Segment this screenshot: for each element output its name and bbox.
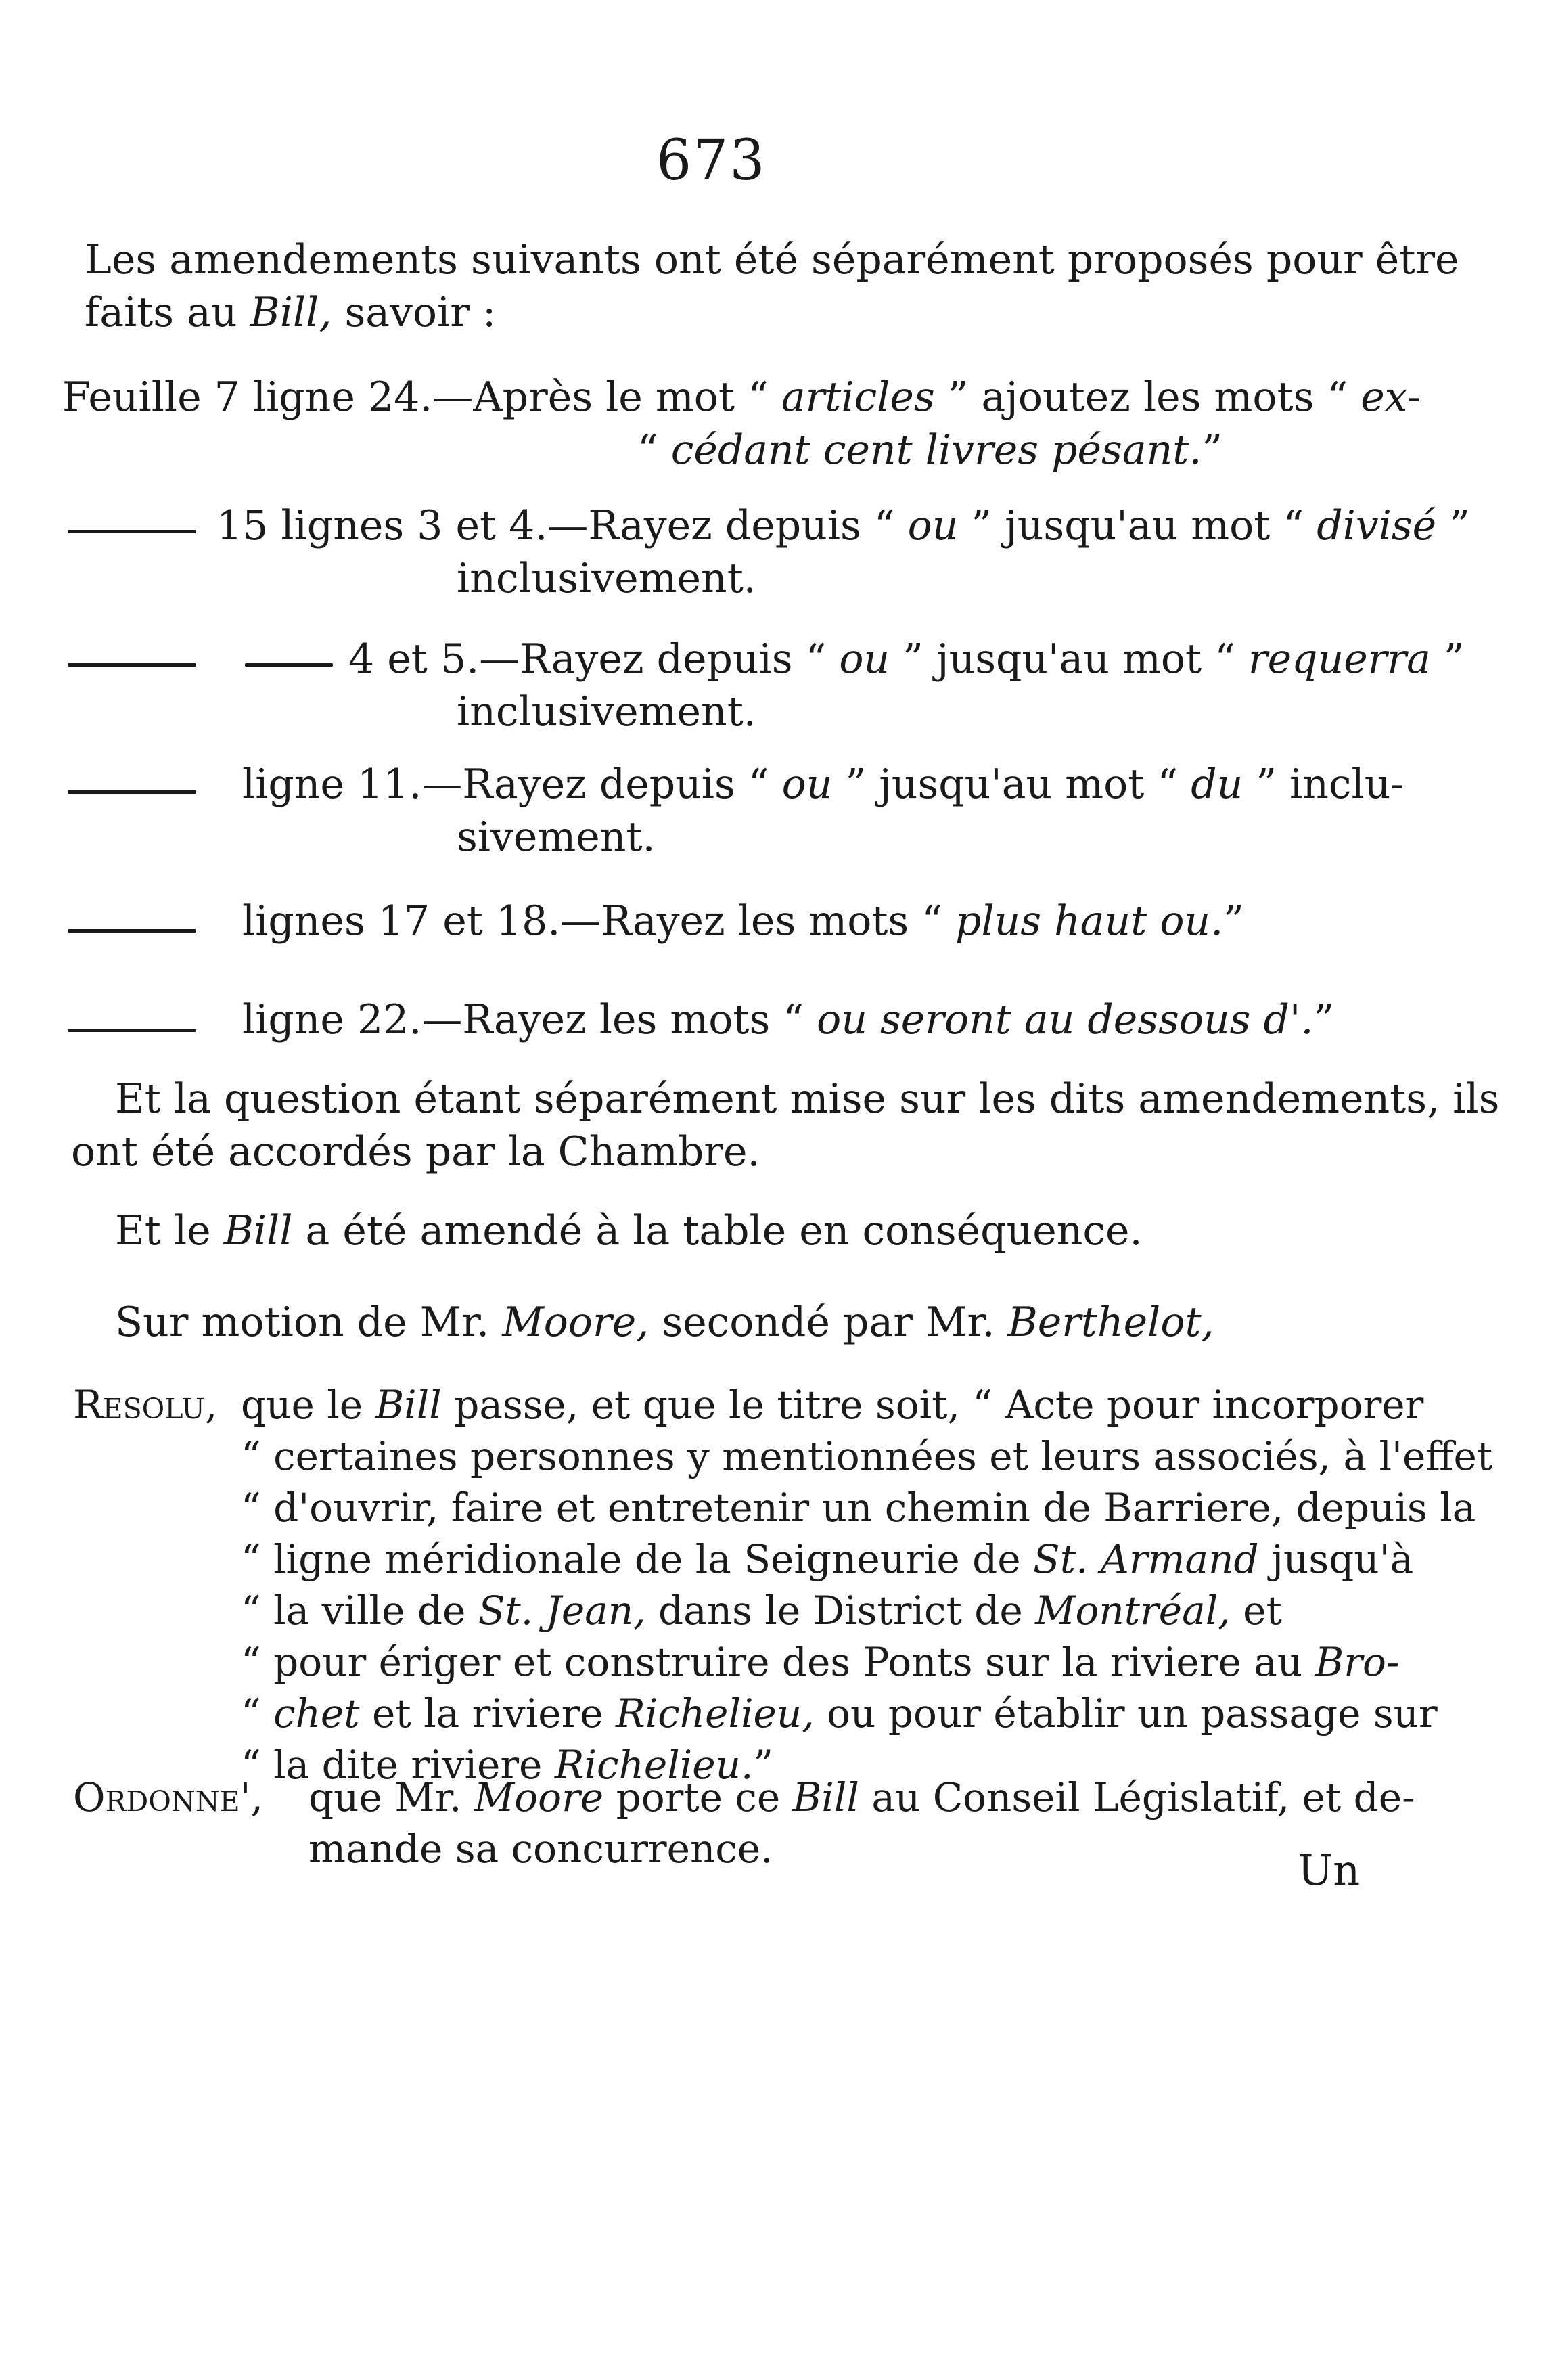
amendment-ligne-11 (242, 758, 1404, 863)
resolu-line-3: “ d'ouvrir, faire et entretenir un chemin de Barriere, depuis la (241, 1485, 1476, 1531)
amendment-ligne-22 (242, 993, 1334, 1046)
amendment-15-lignes (216, 499, 1470, 605)
resolu-line-4: “ ligne méridionale de la Seigneurie de St. Armand jusqu'à (241, 1536, 1414, 1582)
amendment-6-line-1: ligne 22.—Rayez les mots “ ou seront au dessous d'.” (242, 996, 1335, 1043)
motion-line: Sur motion de Mr. Moore, secondé par Mr. Berthelot, (115, 1299, 1214, 1346)
intro-line-1: Les amendements suivants ont été séparément proposés pour être (85, 236, 1459, 284)
amendment-4-et-5 (348, 633, 1465, 738)
ordonne-paragraph (73, 1772, 1415, 1874)
ordonne-word: Ordonne', (73, 1774, 263, 1820)
amendment-2-line-2: inclusivement. (457, 555, 756, 602)
question-paragraph (71, 1073, 1500, 1178)
catchword: Un (1298, 1845, 1361, 1895)
resolu-line-1: Resolu, que le Bill passe, et que le titre soit, “ Acte pour incorporer (73, 1379, 1492, 1431)
amendment-5-line-1: lignes 17 et 18.—Rayez les mots “ plus haut ou.” (242, 897, 1244, 945)
bill-amended-line: Et le Bill a été amendé à la table en conséquence. (115, 1207, 1143, 1255)
ditto-dash (68, 663, 196, 667)
resolu-word: Resolu, (73, 1382, 218, 1428)
ditto-dash (68, 790, 196, 794)
amendment-1-line-2: “ cédant cent livres pésant.” (637, 426, 1223, 474)
resolu-line-5: “ la ville de St. Jean, dans le District de Montréal, et (241, 1588, 1282, 1634)
intro-line-2: faits au Bill, savoir : (85, 289, 497, 336)
resolu-line-7: “ chet et la riviere Richelieu, ou pour établir un passage sur (241, 1690, 1438, 1736)
bill-amended-paragraph (115, 1205, 1143, 1257)
ditto-dash (68, 929, 196, 933)
question-line-1: Et la question étant séparément mise sur les dits amendements, ils (115, 1075, 1500, 1123)
ditto-dash (245, 663, 333, 667)
page-number: 673 (656, 129, 767, 193)
motion-paragraph (115, 1296, 1214, 1349)
amendment-4-line-2: sivement. (457, 813, 656, 861)
amendment-lignes-17-18 (242, 895, 1244, 947)
amendment-feuille-7 (62, 371, 1421, 476)
ordonne-line-1: Ordonne', que Mr. Moore porte ce Bill au Conseil Législatif, et de- (73, 1772, 1415, 1823)
amendment-3-line-2: inclusivement. (457, 688, 756, 736)
question-line-2: ont été accordés par la Chambre. (71, 1128, 760, 1175)
amendment-2-line-1: 15 lignes 3 et 4.—Rayez depuis “ ou ” jusqu'au mot “ divisé ” (216, 502, 1470, 549)
resolu-paragraph (73, 1379, 1492, 1791)
resolu-line-8: “ la dite riviere Richelieu.” (241, 1742, 774, 1788)
ordonne-line-2: mande sa concurrence. (308, 1826, 773, 1872)
amendment-1-line-1: Feuille 7 ligne 24.—Après le mot “ articles ” ajoutez les mots “ ex- (62, 374, 1421, 421)
ditto-dash (68, 1029, 196, 1032)
ditto-dash (68, 530, 196, 533)
resolu-line-6: “ pour ériger et construire des Ponts sur la riviere au Bro- (241, 1639, 1400, 1685)
amendment-4-line-1: ligne 11.—Rayez depuis “ ou ” jusqu'au mot “ du ” inclu- (242, 761, 1404, 808)
intro-paragraph (85, 233, 1459, 339)
resolu-line-2: “ certaines personnes y mentionnées et leurs associés, à l'effet (241, 1433, 1493, 1479)
amendment-3-line-1: 4 et 5.—Rayez depuis “ ou ” jusqu'au mot “ requerra ” (348, 635, 1465, 683)
